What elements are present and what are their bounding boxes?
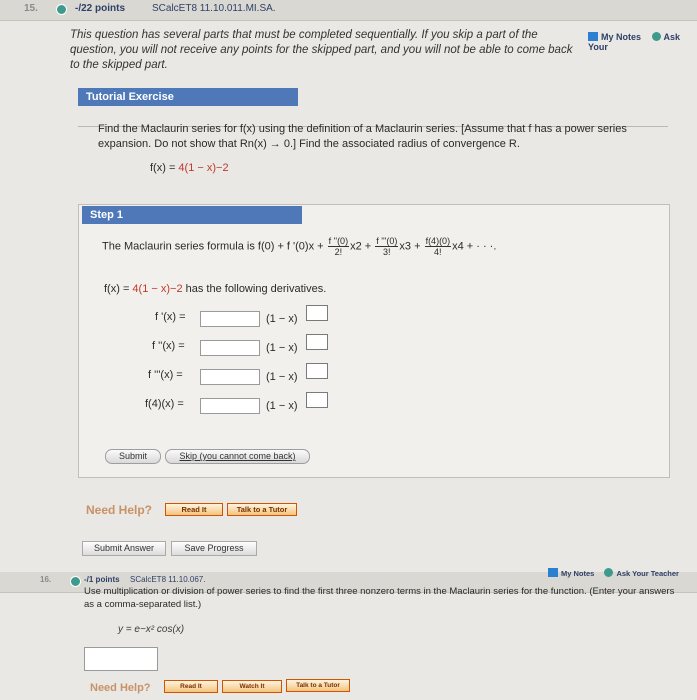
intro-function: 4(1 − x)−2: [132, 283, 183, 295]
talk-to-tutor-button[interactable]: Talk to a Tutor: [227, 503, 297, 516]
intro-lhs: f(x) =: [104, 283, 133, 295]
question-16-answer-input[interactable]: [84, 647, 158, 671]
derivative-3-label: f '''(x) =: [148, 369, 183, 381]
read-it-button[interactable]: Read It: [165, 503, 223, 516]
formula-term-2: $\frac{f ''(0)}{2!}$: [328, 236, 349, 257]
derivative-3-coefficient-input[interactable]: [200, 369, 260, 385]
formula-power-3: x3: [399, 240, 412, 253]
formula-tail: + · · ·.: [466, 240, 497, 253]
question-source: SCalcET8 11.10.011.MI.SA.: [152, 3, 276, 14]
question-15-links: [588, 32, 697, 52]
question-16-read-it-button[interactable]: Read It: [164, 680, 218, 693]
derivatives-intro: [104, 283, 326, 295]
formula-power-2: x2: [350, 240, 362, 253]
intro-rest: has the following derivatives.: [182, 283, 327, 295]
question-number: 15.: [24, 3, 38, 14]
formula-prefix: The Maclaurin series formula is f(0) + f '(0)x +: [102, 240, 327, 253]
question-16-points: -/1 points: [84, 575, 120, 584]
function-lhs: f(x) =: [150, 162, 179, 174]
derivative-1-exponent-input[interactable]: [306, 305, 328, 321]
given-function: [150, 162, 229, 174]
question-16-number: 16.: [40, 575, 52, 584]
question-16-source: SCalcET8 11.10.067.: [130, 575, 206, 584]
notes-icon: [588, 32, 598, 41]
question-16-talk-to-tutor-button[interactable]: Talk to a Tutor: [286, 679, 350, 692]
question-16-function: y = e−x² cos(x): [118, 624, 185, 635]
q16-my-notes-link[interactable]: My Notes: [561, 569, 595, 578]
formula-power-4: x4: [452, 240, 464, 253]
problem-line-1: Find the Maclaurin series for f(x) using the definition of a Maclaurin series. [Assume that f has a power series: [98, 123, 627, 135]
derivative-2-factor: (1 − x): [266, 342, 298, 354]
derivative-4-coefficient-input[interactable]: [200, 398, 260, 414]
skip-step-button[interactable]: Skip (you cannot come back): [165, 449, 310, 464]
ask-teacher-link[interactable]: Ask Your: [588, 32, 681, 52]
formula-term-4: $\frac{f(4)(0)}{4!}$: [425, 236, 451, 257]
problem-line-2: expansion. Do not show that Rn(x) → 0.] Find the associated radius of convergence R.: [98, 138, 520, 150]
derivative-2-coefficient-input[interactable]: [200, 340, 260, 356]
question-16-links: [548, 568, 679, 578]
derivative-4-factor: (1 − x): [266, 400, 298, 412]
q16-ask-teacher-link[interactable]: Ask Your Teacher: [616, 569, 679, 578]
q16-ask-teacher-icon: [604, 568, 613, 577]
question-16-need-help-label: Need Help?: [90, 682, 151, 694]
save-progress-button[interactable]: Save Progress: [171, 541, 257, 556]
need-help-label: Need Help?: [86, 503, 153, 517]
ask-teacher-icon: [652, 32, 661, 41]
derivative-2-label: f ''(x) =: [152, 340, 185, 352]
derivative-1-label: f '(x) =: [155, 311, 186, 323]
submit-step-button[interactable]: Submit: [105, 449, 161, 464]
function-rhs: 4(1 − x)−2: [178, 162, 229, 174]
step-1-header: Step 1: [82, 206, 302, 224]
sequential-parts-notice: This question has several parts that must be completed sequentially. If you skip a part of the question, you will not receive any points for the skipped part, and you will not be able to come back to the skipped part.: [70, 29, 573, 71]
question-16-status-dot-icon: [70, 576, 81, 587]
status-dot-icon: [56, 4, 67, 15]
tutorial-exercise-header: Tutorial Exercise: [78, 88, 298, 106]
derivative-1-coefficient-input[interactable]: [200, 311, 260, 327]
problem-statement: [98, 122, 658, 152]
question-16-watch-it-button[interactable]: Watch It: [222, 680, 282, 693]
derivative-4-exponent-input[interactable]: [306, 392, 328, 408]
maclaurin-formula: The Maclaurin series formula is f(0) + f '(0)x + $\frac{f ''(0)}{2!}$ x2 + $\frac{f '''(0)}{3!}$ x3 + $\frac{f(4)(0)}{4!}$ x4 + · · ·.: [102, 236, 497, 257]
derivative-3-exponent-input[interactable]: [306, 363, 328, 379]
question-15-header: [0, 0, 697, 21]
derivative-3-factor: (1 − x): [266, 371, 298, 383]
my-notes-link[interactable]: My Notes: [601, 32, 642, 42]
formula-term-3: $\frac{f '''(0)}{3!}$: [376, 236, 398, 257]
q16-notes-icon: [548, 568, 558, 577]
question-points: -/22 points: [75, 3, 126, 14]
derivative-4-label: f(4)(x) =: [145, 398, 184, 410]
submit-answer-button[interactable]: Submit Answer: [82, 541, 166, 556]
derivative-1-factor: (1 − x): [266, 313, 298, 325]
derivative-2-exponent-input[interactable]: [306, 334, 328, 350]
question-16-instructions: Use multiplication or division of power series to find the first three nonzero terms in the Maclaurin series for the function. (Enter your answers as a comma-separated list.): [84, 586, 675, 610]
